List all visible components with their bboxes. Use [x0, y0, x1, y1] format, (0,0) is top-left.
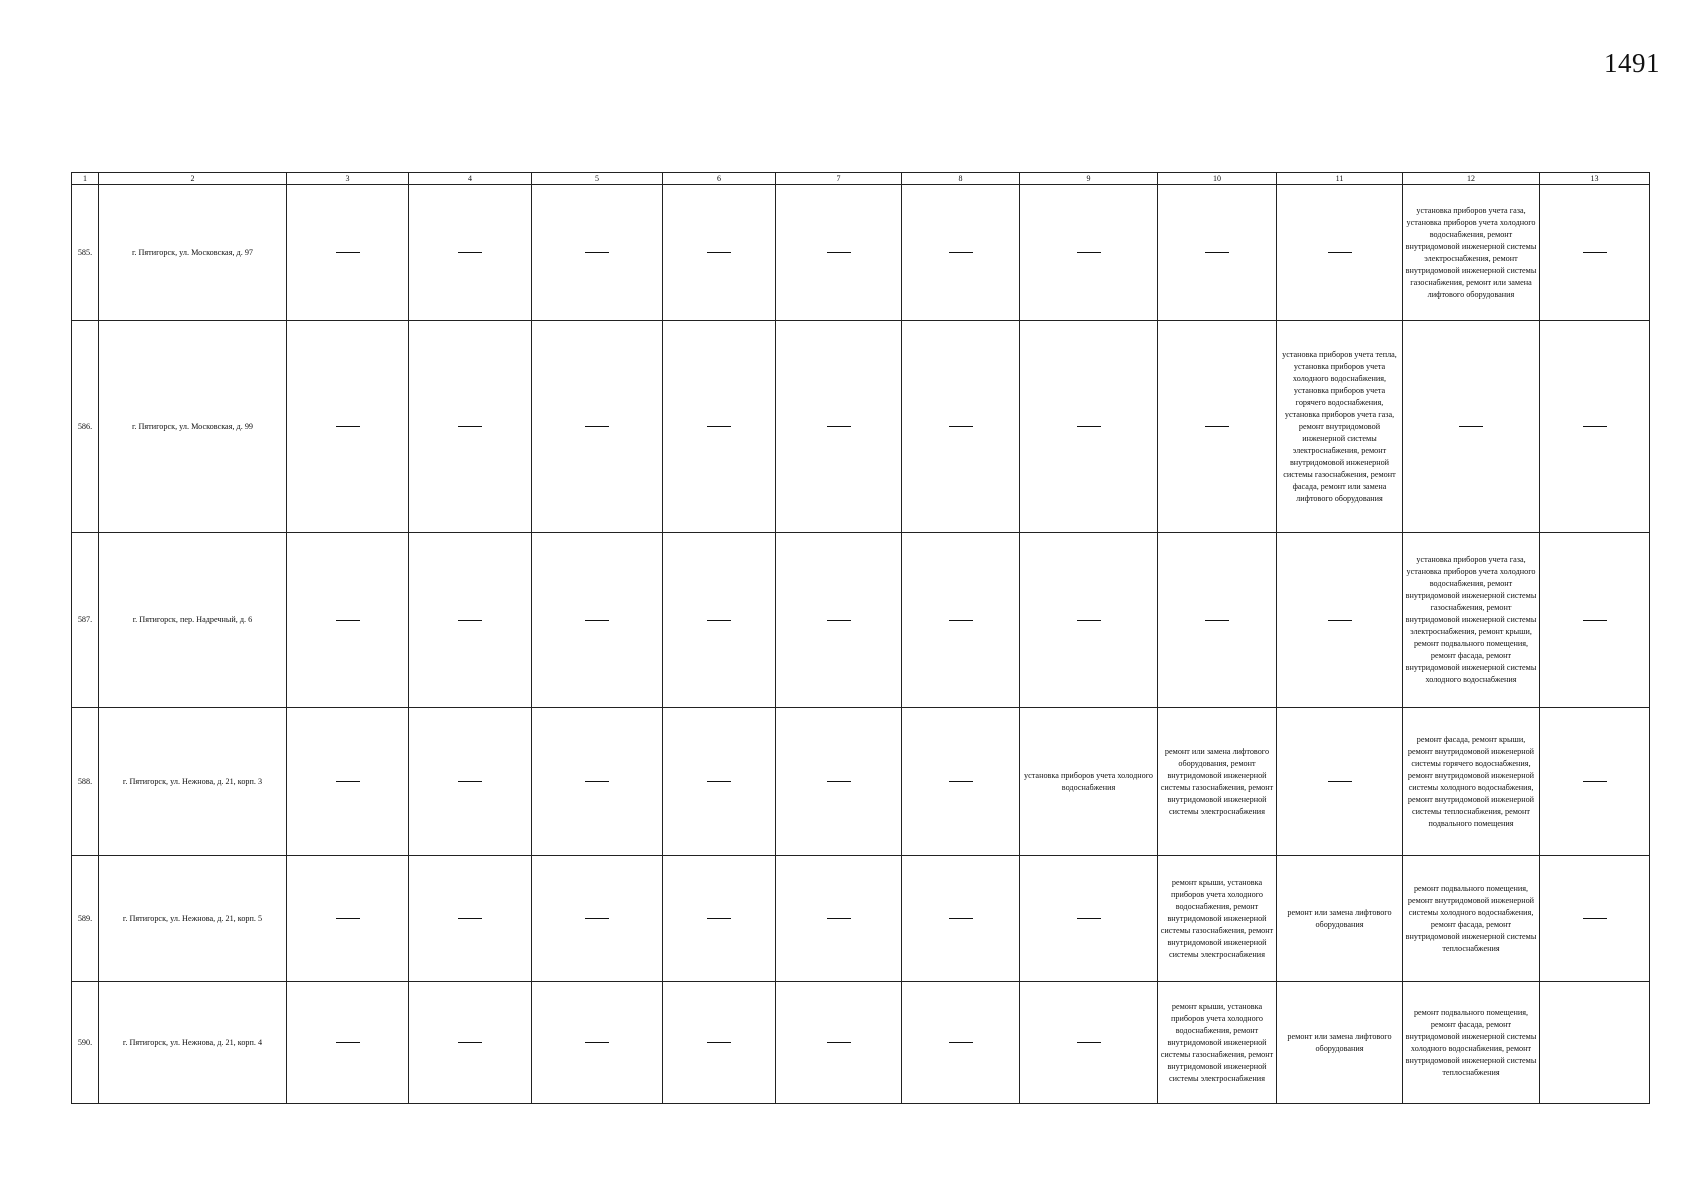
address-cell: г. Пятигорск, ул. Нежнова, д. 21, корп. 5	[99, 856, 287, 982]
empty-cell	[1540, 533, 1650, 708]
dash-mark	[585, 918, 609, 919]
dash-mark	[1328, 781, 1352, 782]
empty-cell	[409, 321, 532, 533]
dash-mark	[1328, 252, 1352, 253]
empty-cell	[1277, 708, 1403, 856]
work-description-cell	[1020, 708, 1158, 856]
column-header: 8	[902, 173, 1020, 185]
address-cell: г. Пятигорск, ул. Московская, д. 99	[99, 321, 287, 533]
dash-mark	[707, 620, 731, 621]
empty-cell	[532, 982, 663, 1104]
dash-mark	[1205, 426, 1229, 427]
dash-mark	[458, 620, 482, 621]
empty-cell	[1277, 185, 1403, 321]
dash-mark	[707, 918, 731, 919]
dash-mark	[1077, 252, 1101, 253]
empty-cell	[663, 708, 776, 856]
column-header: 2	[99, 173, 287, 185]
empty-cell	[409, 856, 532, 982]
dash-mark	[1077, 1042, 1101, 1043]
dash-mark	[827, 1042, 851, 1043]
column-header: 5	[532, 173, 663, 185]
page-number: 1491	[1604, 48, 1660, 78]
work-description: ремонт фасада, ремонт крыши, ремонт внутридомовой инженерной системы горячего водоснабжения, ремонт внутридомовой инженерной системы холодного водоснабжения, ремонт внутридомовой инженерной системы теплоснабжения, ремонт подвального помещения	[1407, 734, 1535, 828]
address-cell: г. Пятигорск, пер. Надречный, д. 6	[99, 533, 287, 708]
table-row	[72, 982, 1650, 1104]
empty-cell	[776, 533, 902, 708]
repair-schedule-table	[71, 172, 1650, 1104]
work-description-cell	[1158, 856, 1277, 982]
dash-mark	[458, 918, 482, 919]
empty-cell	[663, 321, 776, 533]
dash-mark	[1583, 781, 1607, 782]
work-description: ремонт подвального помещения, ремонт внутридомовой инженерной системы холодного водоснабжения, ремонт фасада, ремонт внутридомовой инженерной системы теплоснабжения	[1405, 883, 1537, 953]
empty-cell	[776, 708, 902, 856]
empty-cell	[1403, 321, 1540, 533]
empty-cell	[1277, 533, 1403, 708]
dash-mark	[949, 252, 973, 253]
empty-cell	[1540, 321, 1650, 533]
empty-cell	[409, 982, 532, 1104]
dash-mark	[1583, 918, 1607, 919]
dash-mark	[1205, 252, 1229, 253]
dash-mark	[1205, 620, 1229, 621]
column-number-row	[72, 173, 1650, 185]
table-row	[72, 856, 1650, 982]
dash-mark	[707, 1042, 731, 1043]
table-row	[72, 708, 1650, 856]
column-header: 10	[1158, 173, 1277, 185]
row-number: 587.	[72, 533, 99, 708]
dash-mark	[1328, 620, 1352, 621]
empty-cell	[409, 708, 532, 856]
empty-cell	[663, 856, 776, 982]
row-number: 585.	[72, 185, 99, 321]
empty-cell	[663, 533, 776, 708]
dash-mark	[1077, 426, 1101, 427]
dash-mark	[585, 781, 609, 782]
work-description-cell	[1277, 856, 1403, 982]
work-description: установка приборов учета газа, установка приборов учета холодного водоснабжения, ремонт внутридомовой инженерной системы газоснабжения, ремонт внутридомовой инженерной системы электроснабжения, ремонт крыши, ремонт подвального помещения, ремонт фасада, ремонт внутридомовой инженерной системы холодного водоснабжения	[1405, 555, 1537, 684]
empty-cell	[1020, 856, 1158, 982]
column-header: 11	[1277, 173, 1403, 185]
empty-cell	[287, 982, 409, 1104]
empty-cell	[902, 533, 1020, 708]
dash-mark	[1459, 426, 1483, 427]
dash-mark	[458, 1042, 482, 1043]
empty-cell	[532, 856, 663, 982]
work-description-cell	[1158, 708, 1277, 856]
dash-mark	[336, 918, 360, 919]
empty-cell	[776, 982, 902, 1104]
dash-mark	[1583, 252, 1607, 253]
address-cell: г. Пятигорск, ул. Московская, д. 97	[99, 185, 287, 321]
dash-mark	[827, 620, 851, 621]
dash-mark	[707, 781, 731, 782]
table-row	[72, 321, 1650, 533]
empty-cell	[1020, 185, 1158, 321]
work-description-cell	[1403, 185, 1540, 321]
column-header: 9	[1020, 173, 1158, 185]
column-header: 1	[72, 173, 99, 185]
dash-mark	[1077, 918, 1101, 919]
dash-mark	[458, 426, 482, 427]
work-description-cell	[1403, 708, 1540, 856]
work-description: ремонт крыши, установка приборов учета холодного водоснабжения, ремонт внутридомовой инженерной системы газоснабжения, ремонт внутридомовой инженерной системы электроснабжения	[1160, 877, 1274, 959]
empty-cell	[776, 856, 902, 982]
dash-mark	[827, 781, 851, 782]
work-description: ремонт крыши, установка приборов учета холодного водоснабжения, ремонт внутридомовой инженерной системы газоснабжения, ремонт внутридомовой инженерной системы электроснабжения	[1160, 1001, 1274, 1083]
column-header: 4	[409, 173, 532, 185]
empty-cell	[1158, 185, 1277, 321]
empty-cell	[409, 185, 532, 321]
address-cell: г. Пятигорск, ул. Нежнова, д. 21, корп. 3	[99, 708, 287, 856]
empty-cell	[663, 982, 776, 1104]
dash-mark	[949, 620, 973, 621]
work-description: установка приборов учета газа, установка приборов учета холодного водоснабжения, ремонт внутридомовой инженерной системы электроснабжения, ремонт внутридомовой инженерной системы газоснабжения, ремонт или замена лифтового оборудования	[1405, 205, 1537, 299]
empty-cell	[409, 533, 532, 708]
dash-mark	[336, 1042, 360, 1043]
row-number: 586.	[72, 321, 99, 533]
work-description-cell	[1540, 982, 1650, 1104]
empty-cell	[1540, 856, 1650, 982]
work-description: ремонт подвального помещения, ремонт фасада, ремонт внутридомовой инженерной системы холодного водоснабжения, ремонт внутридомовой инженерной системы теплоснабжения	[1405, 1007, 1537, 1077]
empty-cell	[532, 185, 663, 321]
dash-mark	[336, 426, 360, 427]
empty-cell	[1020, 321, 1158, 533]
empty-cell	[532, 533, 663, 708]
column-header: 3	[287, 173, 409, 185]
dash-mark	[336, 781, 360, 782]
dash-mark	[1583, 426, 1607, 427]
dash-mark	[949, 781, 973, 782]
empty-cell	[532, 708, 663, 856]
dash-mark	[949, 918, 973, 919]
dash-mark	[949, 426, 973, 427]
dash-mark	[585, 1042, 609, 1043]
column-header: 12	[1403, 173, 1540, 185]
dash-mark	[585, 252, 609, 253]
table-row	[72, 185, 1650, 321]
empty-cell	[287, 533, 409, 708]
dash-mark	[458, 252, 482, 253]
dash-mark	[1583, 620, 1607, 621]
table-row	[72, 533, 1650, 708]
dash-mark	[827, 426, 851, 427]
empty-cell	[1540, 708, 1650, 856]
dash-mark	[458, 781, 482, 782]
work-description-cell	[1403, 856, 1540, 982]
dash-mark	[336, 620, 360, 621]
dash-mark	[827, 252, 851, 253]
dash-mark	[336, 252, 360, 253]
dash-mark	[1077, 620, 1101, 621]
empty-cell	[532, 321, 663, 533]
empty-cell	[287, 185, 409, 321]
dash-mark	[585, 426, 609, 427]
row-number: 589.	[72, 856, 99, 982]
row-number: 590.	[72, 982, 99, 1104]
empty-cell	[902, 185, 1020, 321]
work-description-cell	[1403, 982, 1540, 1104]
empty-cell	[902, 321, 1020, 533]
work-description: установка приборов учета холодного водоснабжения	[1024, 770, 1153, 792]
empty-cell	[776, 321, 902, 533]
work-description-cell	[1403, 533, 1540, 708]
empty-cell	[1540, 185, 1650, 321]
empty-cell	[663, 185, 776, 321]
empty-cell	[287, 708, 409, 856]
column-header: 7	[776, 173, 902, 185]
column-header: 13	[1540, 173, 1650, 185]
address-cell: г. Пятигорск, ул. Нежнова, д. 21, корп. 4	[99, 982, 287, 1104]
work-description: ремонт или замена лифтового оборудования	[1287, 907, 1392, 929]
column-header: 6	[663, 173, 776, 185]
work-description: установка приборов учета тепла, установка приборов учета холодного водоснабжения, установка приборов учета горячего водоснабжения, установка приборов учета газа, ремонт внутридомовой инженерной системы электроснабжения, ремонт внутридомовой инженерной системы газоснабжения, ремонт фасада, ремонт или замена лифтового оборудования	[1282, 349, 1397, 503]
work-description: ремонт или замена лифтового оборудования	[1287, 1031, 1392, 1053]
work-description-cell	[1277, 982, 1403, 1104]
empty-cell	[1158, 533, 1277, 708]
work-description-cell	[1158, 982, 1277, 1104]
empty-cell	[902, 982, 1020, 1104]
empty-cell	[287, 321, 409, 533]
empty-cell	[902, 856, 1020, 982]
empty-cell	[287, 856, 409, 982]
dash-mark	[827, 918, 851, 919]
work-description: ремонт или замена лифтового оборудования, ремонт внутридомовой инженерной системы газоснабжения, ремонт внутридомовой инженерной системы электроснабжения	[1160, 746, 1274, 816]
empty-cell	[1020, 982, 1158, 1104]
empty-cell	[776, 185, 902, 321]
empty-cell	[1020, 533, 1158, 708]
row-number: 588.	[72, 708, 99, 856]
empty-cell	[1158, 321, 1277, 533]
dash-mark	[707, 252, 731, 253]
dash-mark	[585, 620, 609, 621]
dash-mark	[707, 426, 731, 427]
work-description-cell	[1277, 321, 1403, 533]
empty-cell	[902, 708, 1020, 856]
dash-mark	[949, 1042, 973, 1043]
